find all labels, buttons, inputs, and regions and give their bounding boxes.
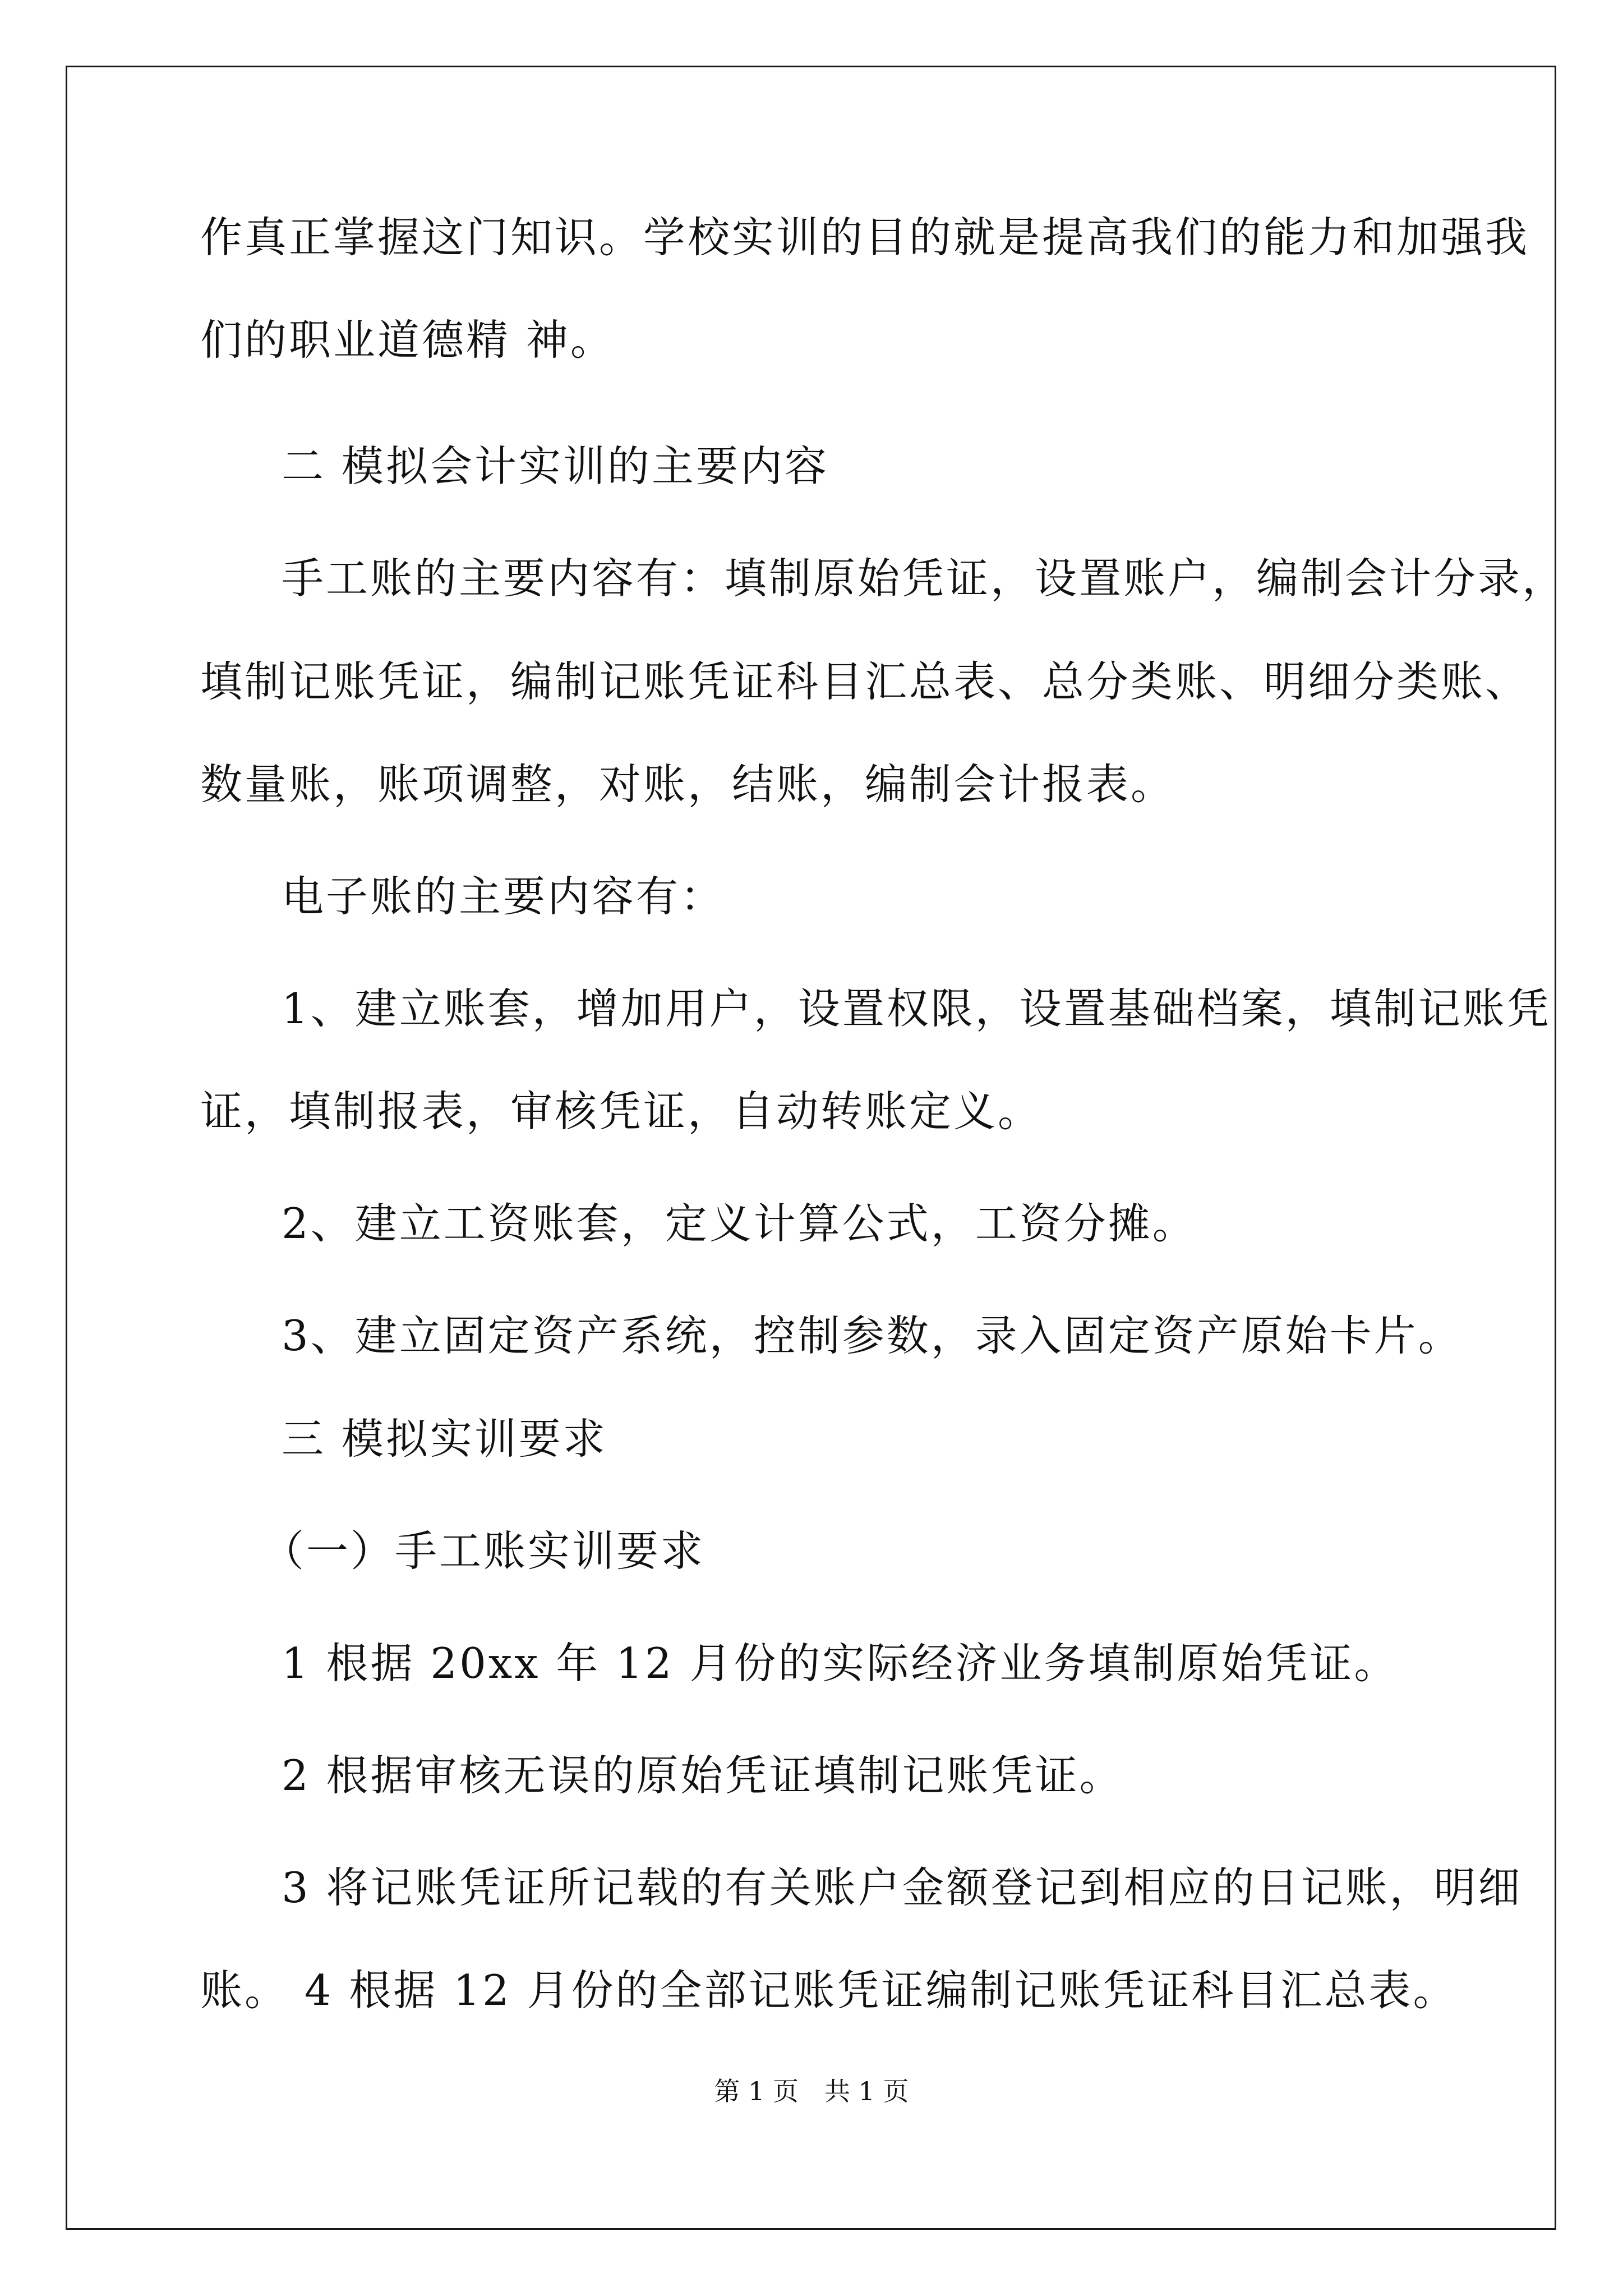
subsection-heading: （一）手工账实训要求 — [262, 1526, 706, 1576]
paragraph-line: 填制记账凭证，编制记账凭证科目汇总表、总分类账、明细分类账、 — [200, 657, 1530, 706]
paragraph-line: 手工账的主要内容有：填制原始凭证，设置账户，编制会计分录， — [282, 554, 1567, 603]
list-item: 1 根据 20xx 年 12 月份的实际经济业务填制原始凭证。 — [282, 1639, 1399, 1688]
list-item: 2、建立工资账套，定义计算公式，工资分摊。 — [282, 1199, 1197, 1248]
section-heading: 三 模拟实训要求 — [282, 1414, 607, 1464]
paragraph-line: 作真正掌握这门知识。学校实训的目的就是提高我们的能力和加强我 — [200, 213, 1530, 262]
section-heading: 二 模拟会计实训的主要内容 — [282, 441, 829, 491]
list-item: 3 将记账凭证所记载的有关账户金额登记到相应的日记账，明细 — [282, 1863, 1523, 1912]
page-number: 第 1 页 共 1 页 — [714, 2076, 909, 2106]
paragraph-line: 电子账的主要内容有： — [282, 872, 725, 921]
list-item: 1、建立账套，增加用户，设置权限，设置基础档案，填制记账凭 — [282, 984, 1551, 1033]
paragraph-line: 证，填制报表，审核凭证，自动转账定义。 — [200, 1087, 1043, 1136]
paragraph-line: 们的职业道德精 神。 — [200, 315, 615, 365]
list-item: 2 根据审核无误的原始凭证填制记账凭证。 — [282, 1751, 1124, 1800]
list-item: 3、建立固定资产系统，控制参数，录入固定资产原始卡片。 — [282, 1311, 1463, 1360]
paragraph-line: 账。 4 根据 12 月份的全部记账凭证编制记账凭证科目汇总表。 — [200, 1966, 1458, 2015]
paragraph-line: 数量账，账项调整，对账，结账，编制会计报表。 — [200, 760, 1175, 809]
